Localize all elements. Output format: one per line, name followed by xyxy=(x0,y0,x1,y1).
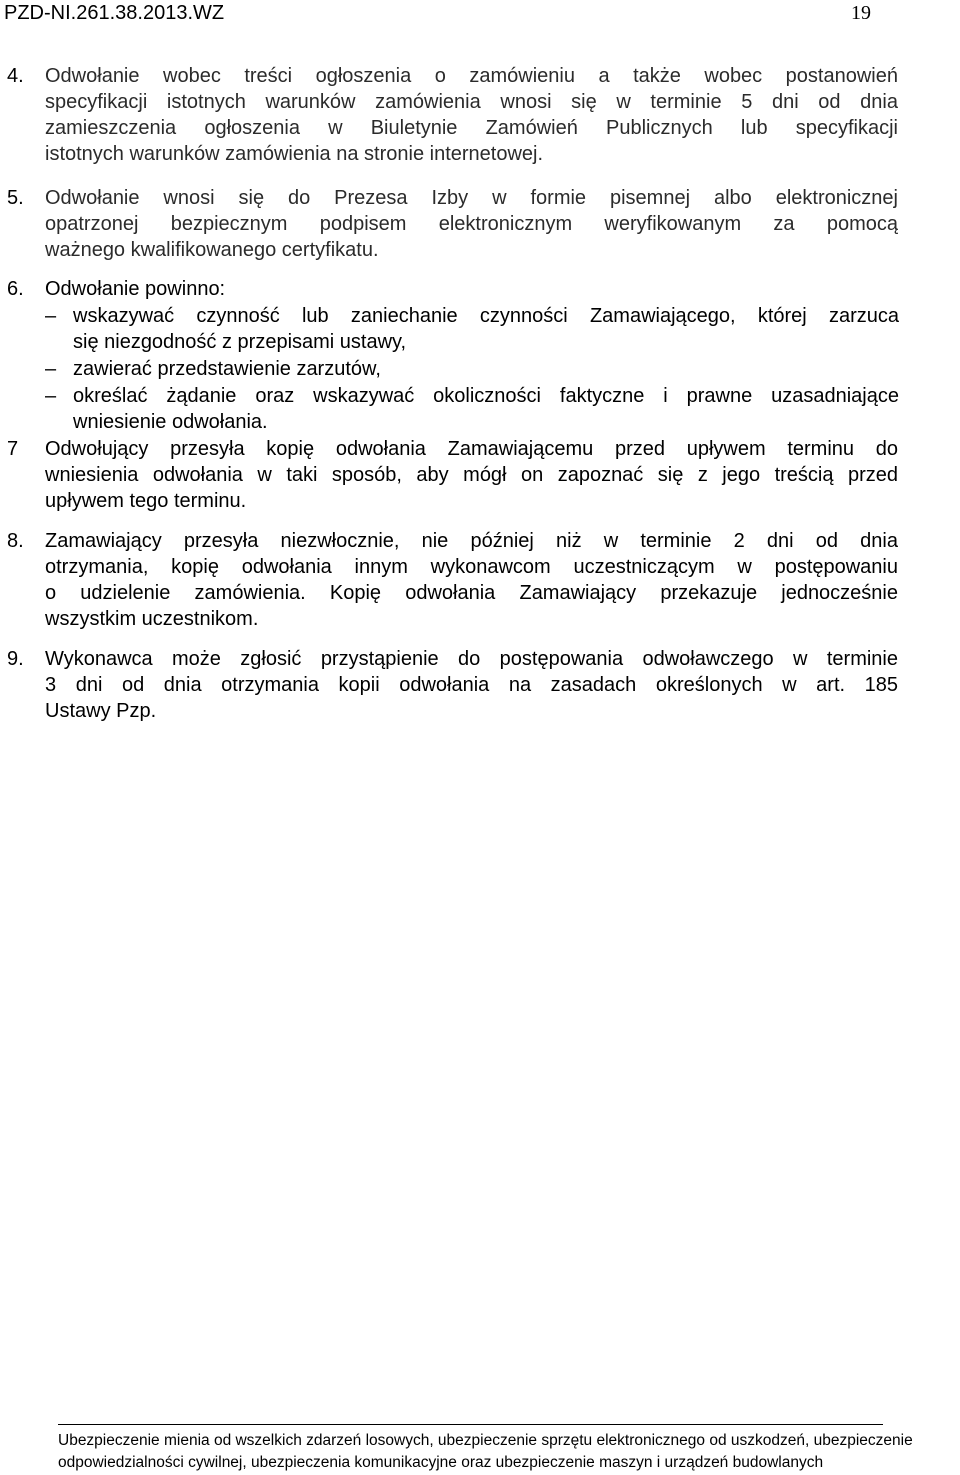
text-line: wszystkim uczestnikom. xyxy=(45,608,259,630)
footer-line: Ubezpieczenie mienia od wszelkich zdarzeń losowych, ubezpieczenie sprzętu elektronicznego od uszkodzeń, ubezpieczenie xyxy=(58,1432,913,1449)
text-line: zamieszczenia ogłoszenia w Biuletynie Zamówień Publicznych lub specyfikacji xyxy=(45,117,898,139)
text-line: Odwołanie wnosi się do Prezesa Izby w formie pisemnej albo elektronicznej xyxy=(45,187,898,209)
text-line: Odwołanie wobec treści ogłoszenia o zamówieniu a także wobec postanowień xyxy=(45,65,898,87)
text-line: Zamawiający przesyła niezwłocznie, nie później niż w terminie 2 dni od dnia xyxy=(45,530,898,552)
bullet-text xyxy=(73,356,899,382)
text-line: upływem tego terminu. xyxy=(45,490,247,512)
text-line: Ustawy Pzp. xyxy=(45,700,157,722)
text-line: wniesienia odwołania w taki sposób, aby mógł on zapoznać się z jego treścią przed xyxy=(45,464,898,486)
text-line: ważnego kwalifikowanego certyfikatu. xyxy=(45,239,379,261)
bullet-text xyxy=(73,383,899,435)
text-line: specyfikacji istotnych warunków zamówienia wnosi się w terminie 5 dni od dnia xyxy=(45,91,898,113)
footer-line: odpowiedzialności cywilnej, ubezpieczenia komunikacyjne oraz ubezpieczenie maszyn i urządzeń budowlanych xyxy=(58,1454,824,1471)
text-line: opatrzonej bezpiecznym podpisem elektronicznym weryfikowanym za pomocą xyxy=(45,213,898,235)
text-line: Odwołanie powinno: xyxy=(45,278,226,300)
text-line: wniesienie odwołania. xyxy=(73,411,268,433)
text-line: wskazywać czynność lub zaniechanie czynności Zamawiającego, której zarzuca xyxy=(73,305,899,327)
text-line: zawierać przedstawienie zarzutów, xyxy=(73,358,381,380)
item-number: 5. xyxy=(7,187,24,209)
item-text xyxy=(45,646,898,724)
page-number: 19 xyxy=(851,2,871,24)
item-text xyxy=(45,528,898,632)
text-line: o udzielenie zamówienia. Kopię odwołania Zamawiający przekazuje jednocześnie xyxy=(45,582,898,604)
item-text xyxy=(45,436,898,514)
text-line: istotnych warunków zamówienia na stronie internetowej. xyxy=(45,143,544,165)
text-line: 3 dni od dnia otrzymania kopii odwołania na zasadach określonych w art. 185 xyxy=(45,674,898,696)
item-number: 7 xyxy=(7,438,19,460)
dash-bullet: – xyxy=(45,305,57,327)
item-number: 4. xyxy=(7,65,24,87)
item-number: 6. xyxy=(7,278,24,300)
footer xyxy=(58,1430,958,1474)
document-reference: PZD-NI.261.38.2013.WZ xyxy=(4,2,225,24)
text-line: otrzymania, kopię odwołania innym wykonawcom uczestniczącym w postępowaniu xyxy=(45,556,898,578)
bullet-text xyxy=(73,303,899,355)
item-text xyxy=(45,63,898,167)
dash-bullet: – xyxy=(45,358,57,380)
item-text xyxy=(45,185,898,263)
item-intro xyxy=(45,276,898,302)
item-number: 8. xyxy=(7,530,24,552)
text-line: Odwołujący przesyła kopię odwołania Zamawiającemu przed upływem terminu do xyxy=(45,438,898,460)
text-line: Wykonawca może zgłosić przystąpienie do postępowania odwoławczego w terminie xyxy=(45,648,898,670)
text-line: określać żądanie oraz wskazywać okoliczności faktyczne i prawne uzasadniające xyxy=(73,385,899,407)
footer-divider xyxy=(58,1424,883,1425)
item-number: 9. xyxy=(7,648,24,670)
text-line: się niezgodność z przepisami ustawy, xyxy=(73,331,407,353)
dash-bullet: – xyxy=(45,385,57,407)
